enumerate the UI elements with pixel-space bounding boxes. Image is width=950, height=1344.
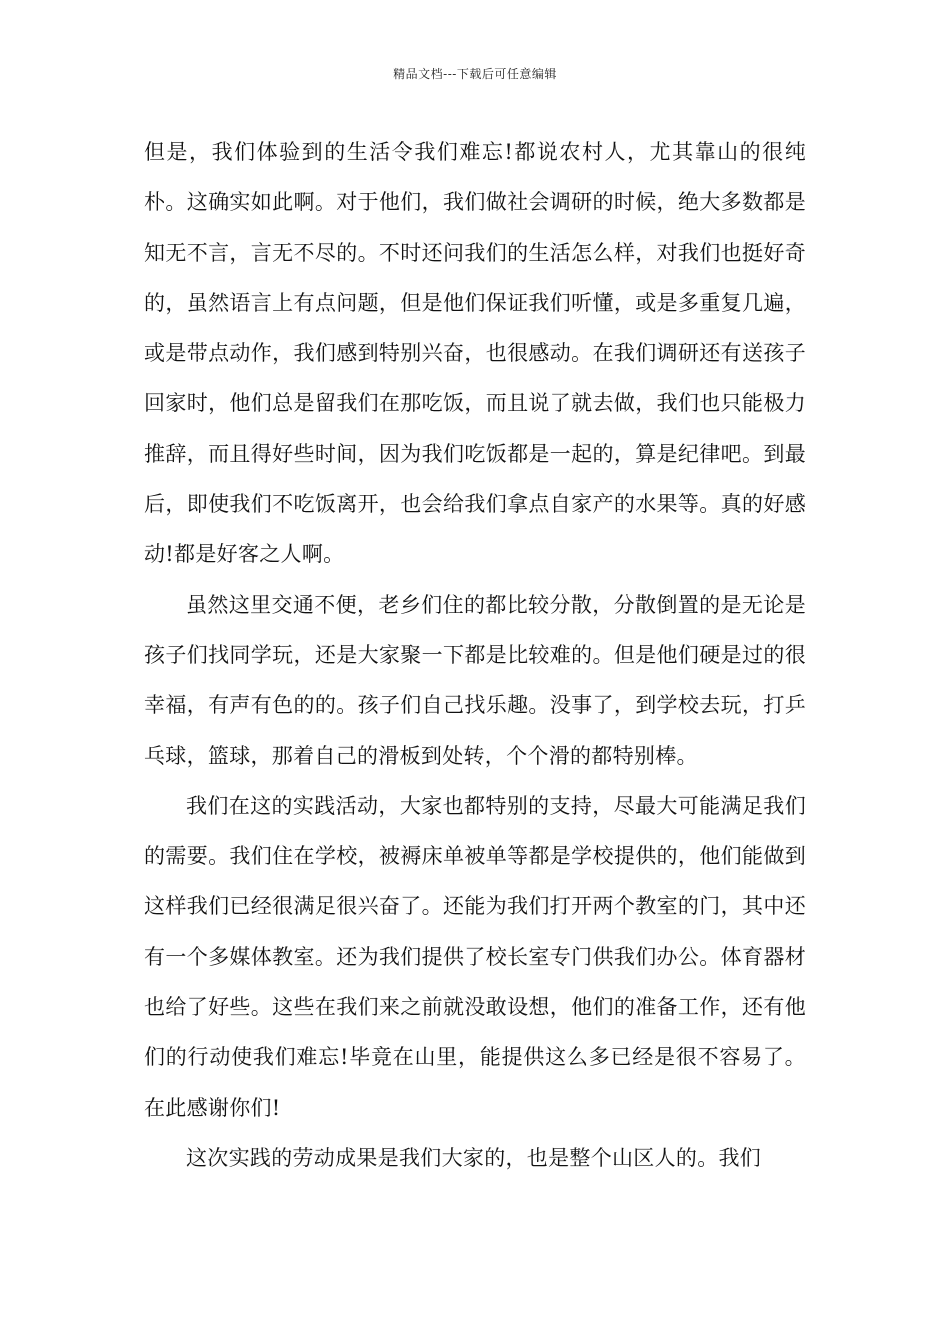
paragraph-2: 虽然这里交通不便，老乡们住的都比较分散，分散倒置的是无论是孩子们找同学玩，还是大家聚一下都是比较难的。但是他们硬是过的很幸福，有声有色的的。孩子们自己找乐趣。没事了，到学校去玩，打乒乓球，篮球，那着自己的滑板到处转，个个滑的都特别棒。 bbox=[144, 592, 806, 768]
paragraph-1: 但是，我们体验到的生活令我们难忘!都说农村人，尤其靠山的很纯朴。这确实如此啊。对于他们，我们做社会调研的时候，绝大多数都是知无不言，言无不尽的。不时还问我们的生活怎么样，对我们也挺好奇的，虽然语言上有点问题，但是他们保证我们听懂，或是多重复几遍，或是带点动作，我们感到特别兴奋，也很感动。在我们调研还有送孩子回家时，他们总是留我们在那吃饭，而且说了就去做，我们也只能极力推辞，而且得好些时间，因为我们吃饭都是一起的，算是纪律吧。到最后，即使我们不吃饭离开，也会给我们拿点自家产的水果等。真的好感动!都是好客之人啊。 bbox=[144, 140, 806, 567]
body-text bbox=[144, 127, 806, 1183]
page-header: 精品文档---下载后可任意编辑 bbox=[393, 67, 557, 81]
paragraph-4: 这次实践的劳动成果是我们大家的，也是整个山区人的。我们 bbox=[186, 1145, 762, 1170]
paragraph-3: 我们在这的实践活动，大家也都特别的支持，尽最大可能满足我们的需要。我们住在学校，被褥床单被单等都是学校提供的，他们能做到这样我们已经很满足很兴奋了。还能为我们打开两个教室的门，其中还有一个多媒体教室。还为我们提供了校长室专门供我们办公。体育器材也给了好些。这些在我们来之前就没敢设想，他们的准备工作，还有他们的行动使我们难忘!毕竟在山里，能提供这么多已经是很不容易了。在此感谢你们! bbox=[144, 793, 806, 1120]
